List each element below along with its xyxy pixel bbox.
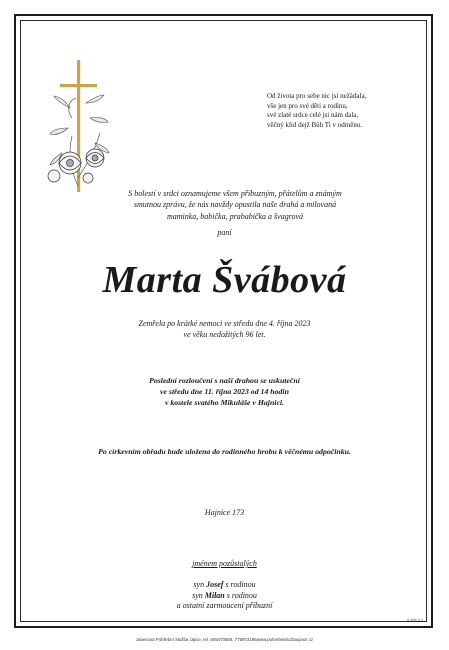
mourner-name: Milan xyxy=(204,590,225,600)
death-info-line: ve věku nedožitých 96 let. xyxy=(183,330,266,339)
deceased-name: Marta Švábová xyxy=(102,259,347,301)
document-code: A-469-O-1 xyxy=(407,618,424,622)
mourner-line xyxy=(0,591,449,602)
funeral-info-line: ve středu dne 11. října 2023 od 14 hodin xyxy=(160,387,289,396)
funeral-info-line: v kostele svatého Mikuláše v Hajnici. xyxy=(164,398,285,407)
mourner-suffix: s rodinou xyxy=(224,590,257,600)
announcement-line: S bolestí v srdci oznamujeme všem příbuzným, přátelům a známým xyxy=(128,189,342,198)
mourner-line xyxy=(0,580,449,591)
poem-line: své zlaté srdce celé jsi nám dala, xyxy=(267,111,359,120)
on-behalf-label: jménem pozůstalých xyxy=(192,559,257,568)
poem xyxy=(267,92,427,131)
urn-note: Po církevním obřadu bude uložena do rodinného hrobu k věčnému odpočinku. xyxy=(98,447,351,456)
mourner-name: Josef xyxy=(206,580,224,589)
address: Hajnice 173 xyxy=(204,508,245,517)
poem-line: vše jen pro své děti a rodinu, xyxy=(267,101,348,110)
mourner-prefix: syn xyxy=(192,590,205,600)
funeral-info-line: Poslední rozloučení s naší drahou se uskuteční xyxy=(149,376,300,385)
funeral-info xyxy=(0,375,449,408)
announcement-line: maminka, babička, prababička a švagrová xyxy=(166,211,304,221)
footer-credit: Janesova Pohřební Služba Úpice, tel. 605470505, 775972195www.pohrebnisluzbaupice.cz xyxy=(135,637,314,642)
cross-with-flowers-icon xyxy=(40,58,120,198)
mourner-line xyxy=(0,601,449,612)
death-info xyxy=(0,318,449,340)
poem-line: Od života pro sebe nic jsi nežádala, xyxy=(267,92,367,100)
mourner-prefix: syn xyxy=(193,580,207,589)
mourners-list xyxy=(0,580,449,612)
poem-line: věčný klid dejž Bůh Ti v odměnu. xyxy=(267,121,363,130)
mourner-suffix: s rodinou xyxy=(223,580,256,589)
announcement xyxy=(90,188,380,222)
mourner-prefix: a ostatní zarmoucení příbuzní xyxy=(176,601,273,610)
title-word: paní xyxy=(217,228,232,237)
death-info-line: Zemřela po krátké nemoci ve středu dne 4. října 2023 xyxy=(138,319,311,328)
announcement-line: smutnou zprávu, že nás navždy opustila naše drahá a milovaná xyxy=(133,200,337,210)
